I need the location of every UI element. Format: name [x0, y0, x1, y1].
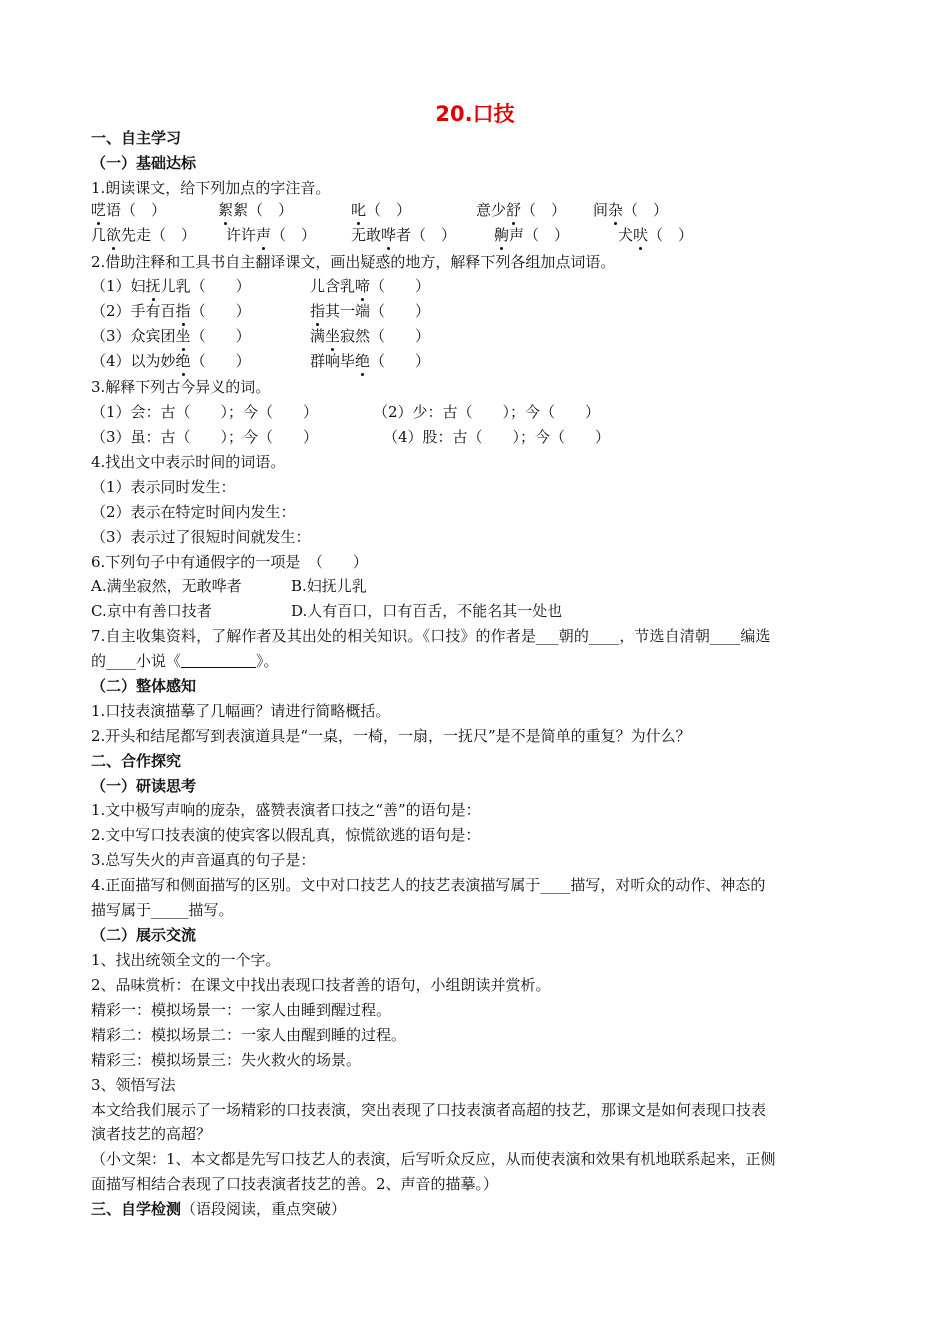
pinyin-item: 间杂（ ）: [593, 201, 669, 219]
research-q4-cont: 描写属于_____描写。: [91, 901, 234, 919]
q3-item: （3）虽：古（ ）；今（ ）: [91, 428, 319, 446]
subsection-heading-2-1: （一）研读思考: [91, 777, 197, 795]
q6-option-b: B.妇抚儿乳: [291, 577, 367, 595]
q2-item-left: （4）以为妙绝（ ）: [91, 352, 251, 370]
pinyin-item: 叱（ ）: [351, 201, 412, 219]
perception-q2: 2.开头和结尾都写到表演道具是“一桌，一椅，一扇，一抚尺”是不是简单的重复？为什么？: [91, 727, 691, 745]
question-2: 2.借助注释和工具书自主翻译课文，画出疑惑的地方，解释下列各组加点词语。: [91, 253, 616, 271]
q2-item-right: 群响毕绝（ ）: [310, 352, 431, 370]
q2-item-right: 满坐寂然（ ）: [310, 327, 431, 345]
subsection-heading-1-2: （二）整体感知: [91, 677, 197, 695]
question-3: 3.解释下列古今异义的词。: [91, 378, 271, 396]
question-4: 4.找出文中表示时间的词语。: [91, 453, 286, 471]
summary-note: （小文架：1、本文都是先写口技艺人的表演，后写听众反应，从而使表演和效果有机地联系起来，正侧: [91, 1150, 776, 1168]
pinyin-item: 无敢哗者（ ）: [351, 226, 457, 244]
question-1: 1.朗读课文，给下列加点的字注音。: [91, 179, 331, 197]
q3-item: （2）少：古（ ）；今（ ）: [373, 403, 601, 421]
q4-item: （1）表示同时发生：: [91, 478, 236, 496]
q4-item: （2）表示在特定时间内发生：: [91, 503, 296, 521]
exchange-item: 1、找出统领全文的一个字。: [91, 951, 281, 969]
pinyin-item: 絮絮（ ）: [218, 201, 294, 219]
q3-item: （4）股：古（ ）；今（ ）: [383, 428, 611, 446]
pinyin-item: 犬吠（ ）: [618, 226, 694, 244]
exchange-item: 精彩三：模拟场景三：失火救火的场景。: [91, 1051, 362, 1069]
exchange-item: 精彩二：模拟场景二：一家人由醒到睡的过程。: [91, 1026, 407, 1044]
q2-item-right: 指其一端（ ）: [310, 302, 431, 320]
writing-method-paragraph: 本文给我们展示了一场精彩的口技表演，突出表现了口技表演者高超的技艺，那课文是如何表现口技表: [91, 1101, 767, 1119]
section-heading-1: 一、自主学习: [91, 129, 182, 147]
exchange-item: 3、领悟写法: [91, 1076, 176, 1094]
writing-method-paragraph-cont: 演者技艺的高超？: [91, 1125, 212, 1143]
perception-q1: 1.口技表演描摹了几幅画？请进行简略概括。: [91, 702, 391, 720]
pinyin-item: 许许声（ ）: [226, 226, 317, 244]
exchange-item: 2、品味赏析：在课文中找出表现口技者善的语句，小组朗读并赏析。: [91, 976, 551, 994]
section-heading-3: 三、自学检测（语段阅读，重点突破）: [91, 1200, 347, 1218]
pinyin-item: 几欲先走（ ）: [91, 226, 197, 244]
q2-item-left: （1）妇抚儿乳（ ）: [91, 277, 251, 295]
question-7-cont: 的____小说《 》。: [91, 652, 279, 670]
question-7: 7.自主收集资料，了解作者及其出处的相关知识。《口技》的作者是___朝的____，节选自清朝____编选: [91, 627, 771, 645]
section-heading-2: 二、合作探究: [91, 752, 182, 770]
subsection-heading-1-1: （一）基础达标: [91, 154, 197, 172]
pinyin-item: 呓语（ ）: [91, 201, 167, 219]
q4-item: （3）表示过了很短时间就发生：: [91, 528, 311, 546]
q3-item: （1）会：古（ ）；今（ ）: [91, 403, 319, 421]
pinyin-item: 齁声（ ）: [494, 226, 570, 244]
research-q4: 4.正面描写和侧面描写的区别。文中对口技艺人的技艺表演描写属于____描写，对听众的动作、神态的: [91, 876, 766, 894]
research-q3: 3.总写失火的声音逼真的句子是：: [91, 851, 316, 869]
q2-item-left: （2）手有百指（ ）: [91, 302, 251, 320]
q2-item-left: （3）众宾团坐（ ）: [91, 327, 251, 345]
research-q2: 2.文中写口技表演的使宾客以假乱真，惊慌欲逃的语句是：: [91, 826, 481, 844]
q7-blank: [181, 652, 256, 670]
summary-note-cont: 面描写相结合表现了口技表演者技艺的善。2、声音的描摹。）: [91, 1175, 499, 1193]
document-title: 20.口技: [435, 102, 515, 126]
exchange-item: 精彩一：模拟场景一：一家人由睡到醒过程。: [91, 1001, 392, 1019]
q2-item-right: 儿含乳啼（ ）: [310, 277, 431, 295]
q6-option-a: A.满坐寂然，无敢哗者: [91, 577, 242, 595]
question-6: 6.下列句子中有通假字的一项是 （ ）: [91, 553, 368, 571]
q6-option-c: C.京中有善口技者: [91, 602, 212, 620]
pinyin-item: 意少舒（ ）: [476, 201, 567, 219]
research-q1: 1.文中极写声响的庞杂，盛赞表演者口技之“善”的语句是：: [91, 801, 481, 819]
q6-option-d: D.人有百口，口有百舌，不能名其一处也: [291, 602, 563, 620]
subsection-heading-2-2: （二）展示交流: [91, 926, 197, 944]
